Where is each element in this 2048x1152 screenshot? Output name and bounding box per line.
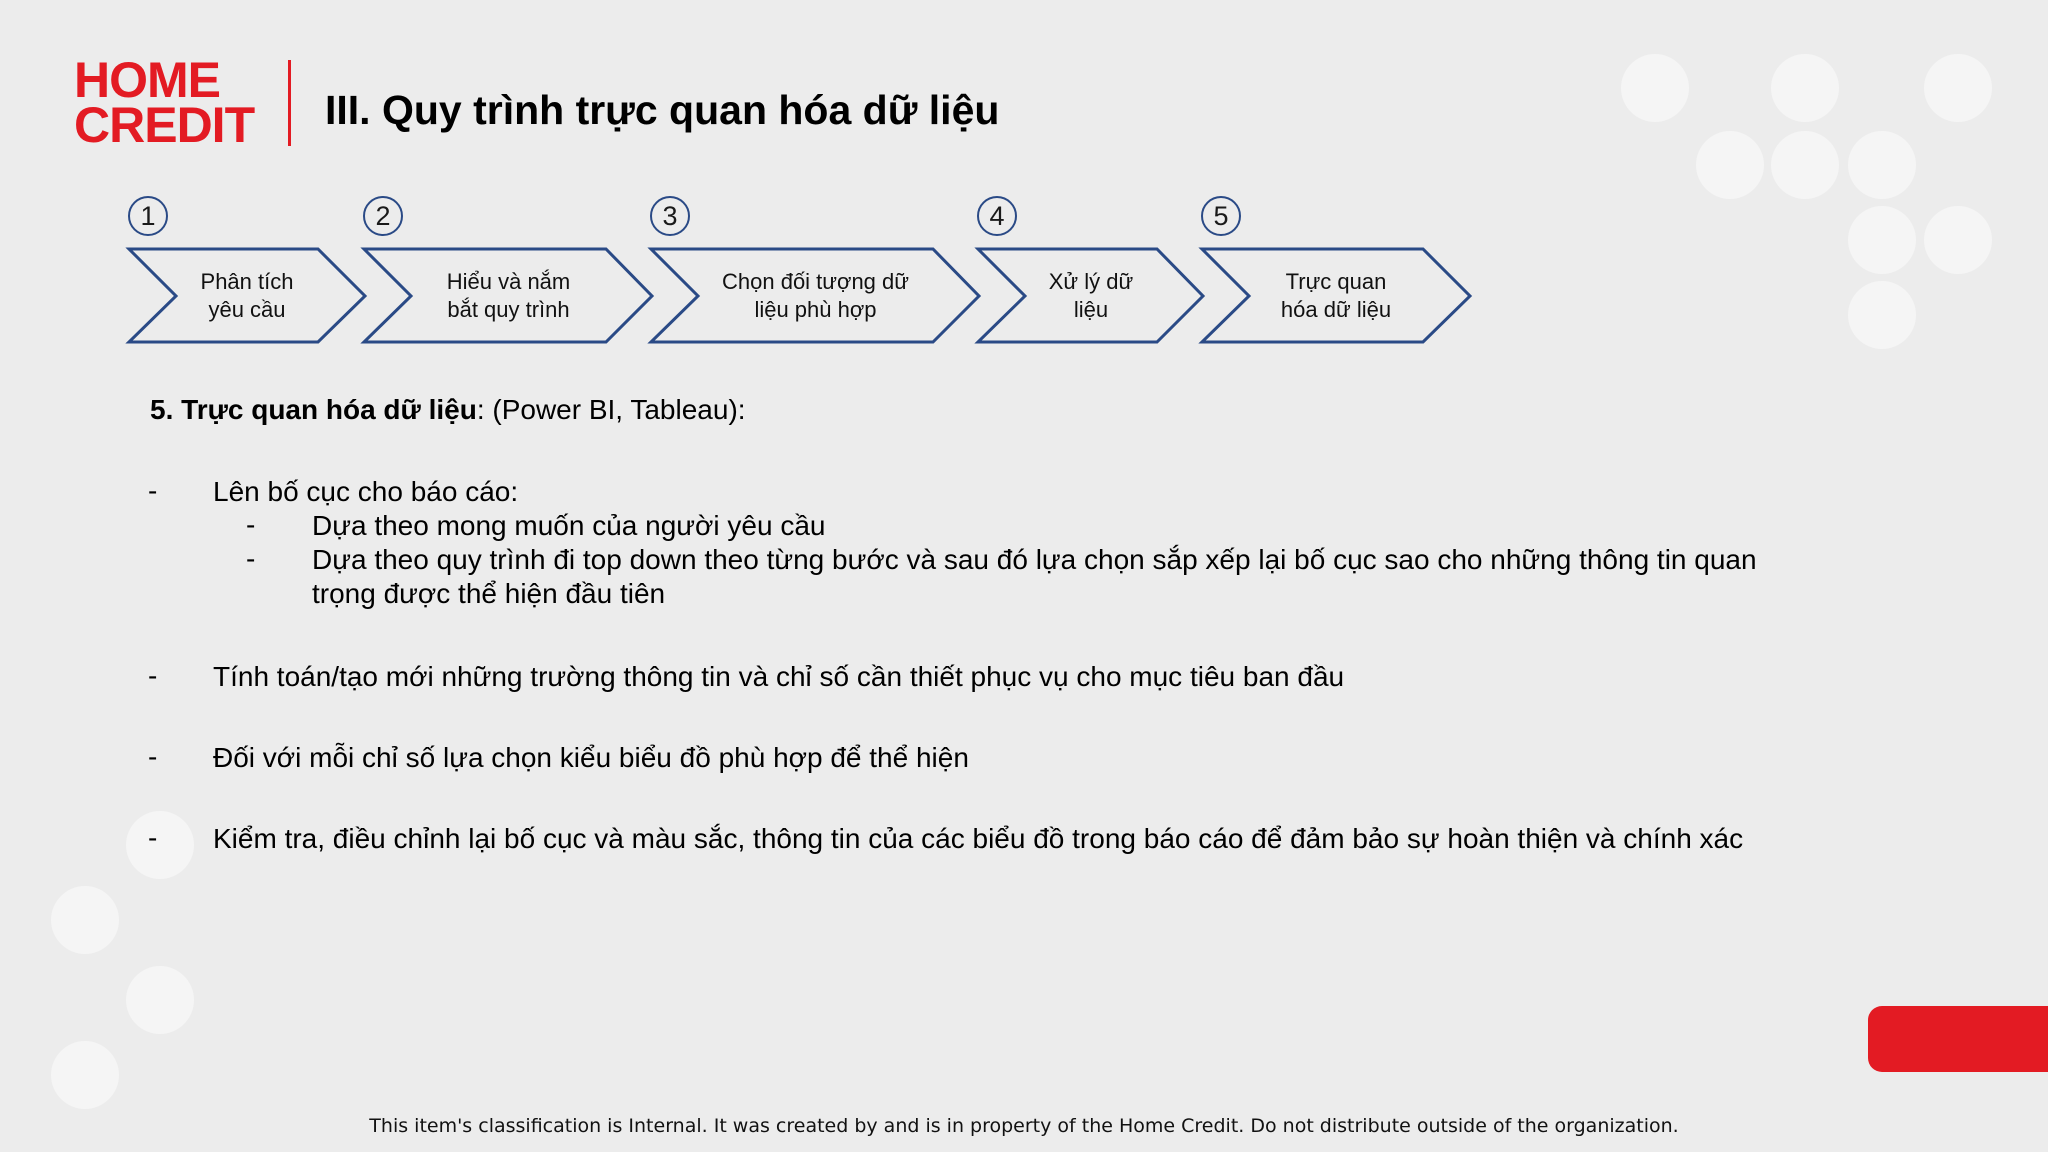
step-number-2: 2 [363,196,403,236]
step-label-2-line1: Hiểu và nắm [446,269,571,294]
bullet-dash-4: - [148,822,158,853]
step-label-1-line1: Phân tích [200,269,294,294]
step-label-4 [1025,268,1157,324]
step-label-5-line1: Trực quan [1285,269,1387,294]
step-label-5 [1249,268,1423,324]
logo-line-home: HOME [74,52,220,108]
sub-bullet-dash-1: - [246,509,256,540]
step-number-1: 1 [128,196,168,236]
sub-bullet-text-1: Dựa theo mong muốn của người yêu cầu [312,510,826,541]
section-heading-rest: : (Power BI, Tableau): [476,394,746,425]
step-label-2 [411,268,606,324]
step-label-2-line2: bắt quy trình [447,297,570,322]
sub-bullet-dash-2: - [246,543,256,574]
sub-bullet-text-2: Dựa theo quy trình đi top down theo từng bước và sau đó lựa chọn sắp xếp lại bố cục sao cho những thông tin quan trọng được thể hiện đầu tiên [312,544,1757,609]
bullet-text-2: Tính toán/tạo mới những trường thông tin và chỉ số cần thiết phục vụ cho mục tiêu ban đầu [213,661,1345,692]
step-label-4-line1: Xử lý dữ [1048,269,1134,294]
step-label-1 [176,268,318,324]
process-flow [0,0,2048,400]
bullet-text-4: Kiểm tra, điều chỉnh lại bố cục và màu sắc, thông tin của các biểu đồ trong báo cáo để đảm bảo sự hoàn thiện và chính xác [213,823,1744,854]
step-label-3-line2: liệu phù hợp [754,297,877,322]
bullet-dash-2: - [148,660,158,691]
bullet-dash-1: - [148,475,158,506]
bullet-text-3: Đối với mỗi chỉ số lựa chọn kiểu biểu đồ phù hợp để thể hiện [213,742,969,773]
step-label-5-line2: hóa dữ liệu [1280,297,1392,322]
step-label-3-line1: Chọn đối tượng dữ [722,269,909,294]
classification-footer: This item's classification is Internal. It was created by and is in property of the Home Credit. Do not distribute outside of the organization. [369,1115,1679,1137]
step-label-1-line2: yêu cầu [208,297,286,322]
step-number-3: 3 [650,196,690,236]
bullet-dash-3: - [148,741,158,772]
step-label-4-line2: liệu [1073,297,1109,322]
step-label-3 [698,268,933,324]
step-number-4: 4 [977,196,1017,236]
bullet-text-1: Lên bố cục cho báo cáo: [213,476,519,507]
section-heading [150,392,746,428]
logo-line-credit: CREDIT [74,97,255,153]
section-heading-bold: 5. Trực quan hóa dữ liệu [150,394,477,425]
page-title: III. Quy trình trực quan hóa dữ liệu [325,87,1000,133]
step-number-5: 5 [1201,196,1241,236]
red-accent-tab [1868,1006,2048,1072]
